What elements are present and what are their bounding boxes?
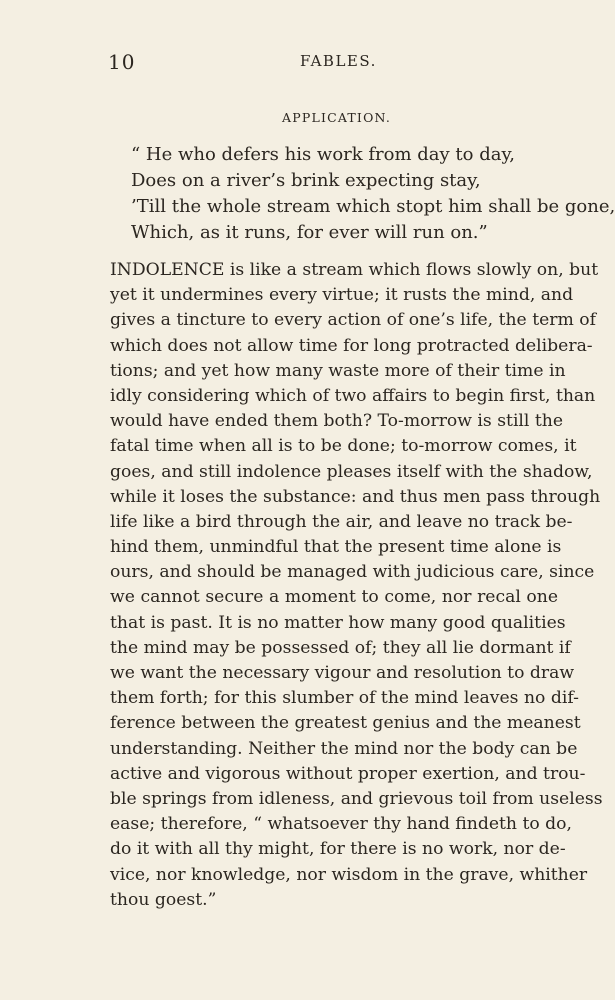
- text-line: gives a tincture to every action of one’s life, the term of: [110, 310, 596, 331]
- text-line: we want the necessary vigour and resolution to draw: [110, 663, 575, 683]
- body-paragraph: [110, 258, 603, 913]
- text-line: do it with all thy might, for there is no work, nor de-: [110, 839, 566, 860]
- verse-line: “ He who defers his work from day to day,: [131, 144, 515, 165]
- page-header: [0, 50, 615, 74]
- verse-line: ’Till the whole stream which stopt him shall be gone,: [131, 196, 615, 217]
- text-line: which does not allow time for long protracted delibera-: [110, 335, 593, 356]
- text-line: active and vigorous without proper exertion, and trou-: [110, 763, 586, 784]
- section-heading: APPLICATION.: [282, 110, 392, 125]
- text-line: vice, nor knowledge, nor wisdom in the grave, whither: [110, 864, 588, 885]
- text-line: INDOLENCE is like a stream which flows slowly on, but: [110, 260, 599, 280]
- text-line: would have ended them both? To-morrow is still the: [110, 411, 564, 432]
- text-line: hind them, unmindful that the present time alone is: [110, 537, 562, 558]
- page-number: 10: [108, 50, 136, 74]
- text-line: thou goest.”: [110, 889, 217, 910]
- verse-line: Does on a river’s brink expecting stay,: [131, 170, 481, 191]
- running-head: FABLES.: [300, 52, 377, 70]
- text-line: life like a bird through the air, and leave no track be-: [110, 511, 573, 532]
- text-line: ease; therefore, “ whatsoever thy hand findeth to do,: [110, 814, 572, 835]
- text-line: understanding. Neither the mind nor the body can be: [110, 738, 578, 759]
- text-line: idly considering which of two affairs to begin first, than: [110, 385, 596, 406]
- text-line: that is past. It is no matter how many good qualities: [110, 612, 566, 633]
- text-line: ference between the greatest genius and the meanest: [110, 713, 581, 734]
- text-line: while it loses the substance: and thus men pass through: [110, 486, 601, 507]
- verse-line: Which, as it runs, for ever will run on.”: [131, 222, 488, 243]
- text-line: we cannot secure a moment to come, nor recal one: [110, 587, 558, 608]
- text-line: goes, and still indolence pleases itself with the shadow,: [110, 461, 593, 482]
- text-line: tions; and yet how many waste more of their time in: [110, 360, 566, 381]
- text-line: yet it undermines every virtue; it rusts the mind, and: [110, 285, 574, 306]
- text-line: fatal time when all is to be done; to-morrow comes, it: [110, 436, 577, 457]
- text-line: ble springs from idleness, and grievous toil from useless: [110, 788, 603, 809]
- text-line: ours, and should be managed with judicious care, since: [110, 562, 595, 583]
- text-line: the mind may be possessed of; they all lie dormant if: [110, 637, 571, 658]
- text-line: them forth; for this slumber of the mind leaves no dif-: [110, 688, 579, 709]
